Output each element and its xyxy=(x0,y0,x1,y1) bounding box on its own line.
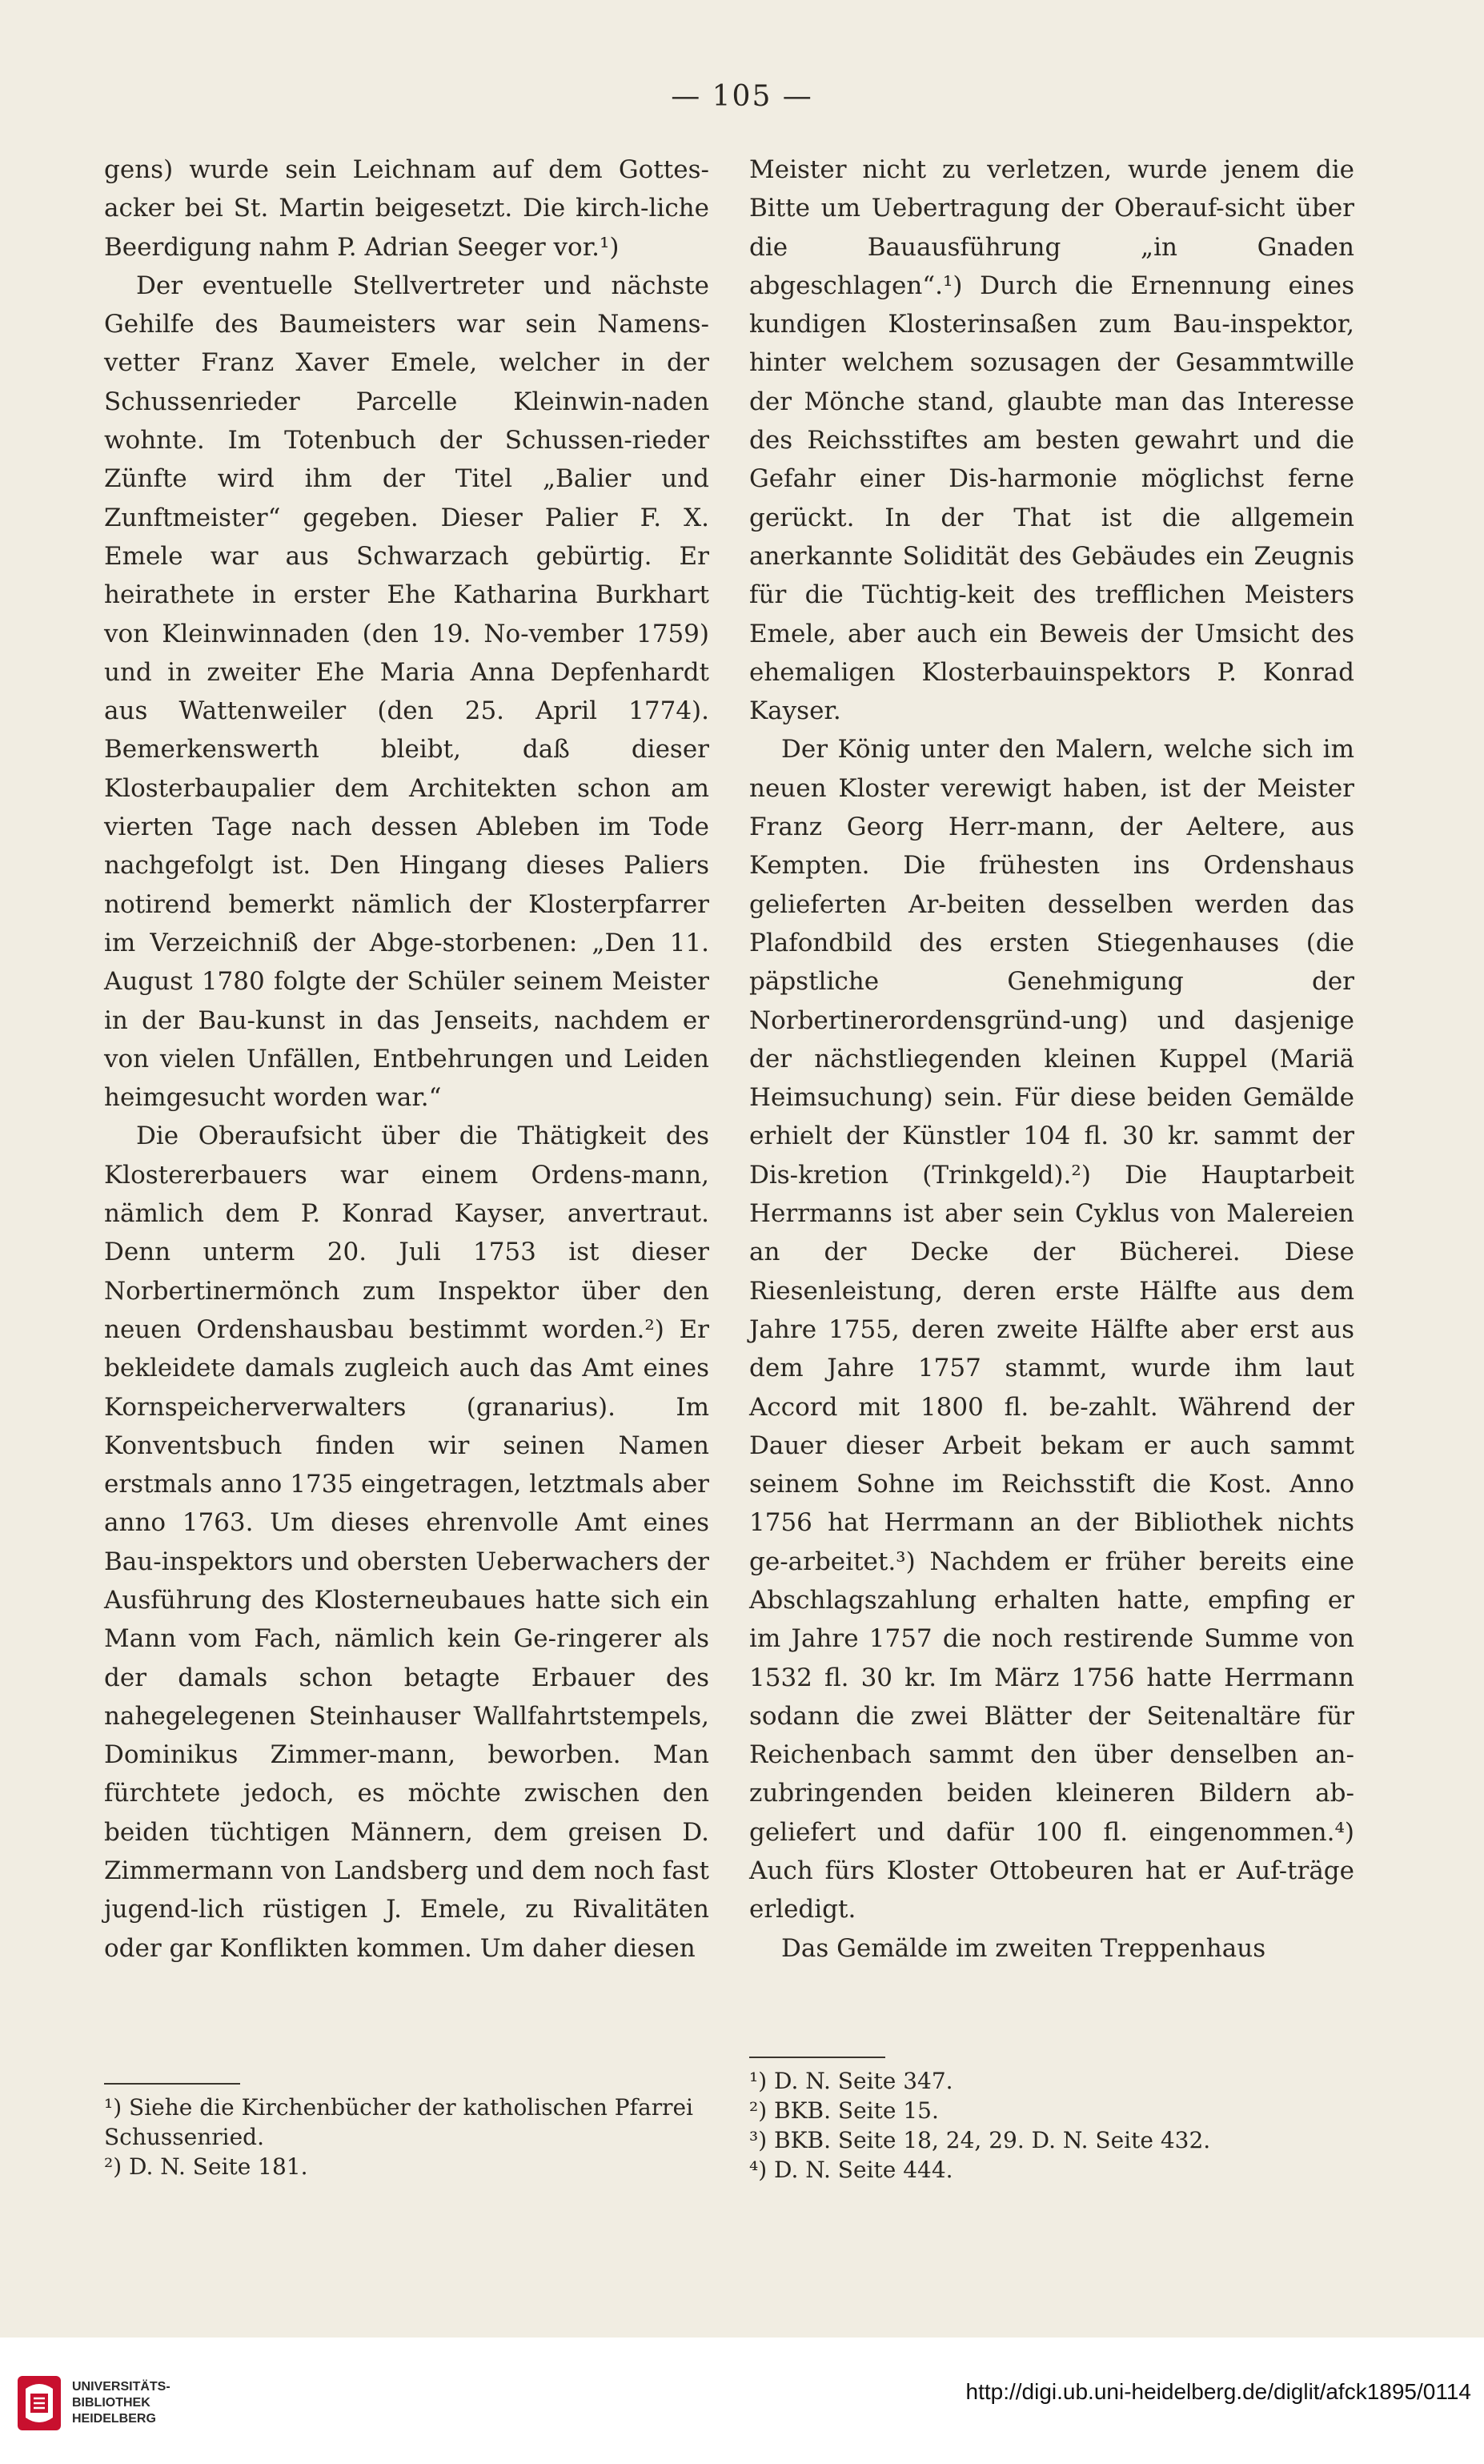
paragraph: Der eventuelle Stellvertreter und nächste Gehilfe des Baumeisters war sein Namens-vetter Franz Xaver Emele, welcher in der Schussenrieder Parcelle Kleinwin-naden wohnte. Im Totenbuch der Schussen-rieder Zünfte wird ihm der Titel „Balier und Zunftmeister“ gegeben. Dieser Palier F. X. Emele war aus Schwarzach gebürtig. Er heirathete in erster Ehe Katharina Burkhart von Kleinwinnaden (den 19. No-vember 1759) und in zweiter Ehe Maria Anna Depfenhardt aus Wattenweiler (den 25. April 1774). Bemerkenswerth bleibt, daß dieser Klosterbaupalier dem Architekten schon am vierten Tage nach dessen Ableben im Tode nachgefolgt ist. Den Hingang dieses Paliers notirend bemerkt nämlich der Klosterpfarrer im Verzeichniß der Abge-storbenen: „Den 11. August 1780 folgte der Schüler seinem Meister in der Bau-kunst in das Jenseits, nachdem er von vielen Unfällen, Entbehrungen und Leiden heimgesucht worden war.“ xyxy=(104,271,709,1113)
paragraph: Die Oberaufsicht über die Thätigkeit des Klostererbauers war einem Ordens-mann, nämlich dem P. Konrad Kayser, anvertraut. Denn unterm 20. Juli 1753 ist dieser Norbertinermönch zum Inspektor über den neuen Ordenshausbau bestimmt worden.²) Er bekleidete damals zugleich auch das Amt eines Kornspeicherverwalters (granarius). Im Konventsbuch finden wir seinen Namen erstmals anno 1735 eingetragen, letztmals aber anno 1763. Um dieses ehrenvolle Amt eines Bau-inspektors und obersten Ueberwachers der Ausführung des Klosterneubaues hatte sich ein Mann vom Fach, nämlich kein Ge-ringerer als der damals schon betagte Erbauer des nahegelegenen Steinhauser Wallfahrtstempels, Dominikus Zimmer-mann, beworben. Man fürchtete jedoch, es möchte zwischen den beiden tüchtigen Männern, dem greisen D. Zimmermann von Landsberg und dem noch fast jugend-lich rüstigen J. Emele, zu Rivalitäten oder gar Konflikten kommen. Um daher diesen xyxy=(104,1122,709,1963)
footnote: ⁴) D. N. Seite 444. xyxy=(749,2157,953,2183)
footnote: ¹) Siehe die Kirchenbücher der katholischen Pfarrei Schussenried. xyxy=(104,2094,693,2150)
footnotes-right xyxy=(749,2066,1354,2185)
permalink-url[interactable]: http://digi.ub.uni-heidelberg.de/diglit/afck1895/0114 xyxy=(965,2379,1471,2404)
university-library-logo[interactable] xyxy=(14,2371,191,2435)
logo-line: BIBLIOTHEK xyxy=(72,2396,150,2410)
paragraph: Meister nicht zu verletzen, wurde jenem die Bitte um Uebertragung der Oberauf-sicht über die Bauausführung „in Gnaden abgeschlagen“.¹) Durch die Ernennung eines kundigen Klosterinsaßen zum Bau-inspektor, hinter welchem sozusagen der Gesammtwille der Mönche stand, glaubte man das Interesse des Reichsstiftes am besten gewahrt und die Gefahr einer Dis-harmonie möglichst ferne gerückt. In der That ist die allgemein anerkannte Solidität des Gebäudes ein Zeugnis für die Tüchtig-keit des trefflichen Meisters Emele, aber auch ein Beweis der Umsicht des ehemaligen Klosterbauinspektors P. Konrad Kayser. xyxy=(749,155,1354,726)
footnote: ¹) D. N. Seite 347. xyxy=(749,2068,953,2094)
footnote: ²) D. N. Seite 181. xyxy=(104,2153,308,2180)
paragraph: gens) wurde sein Leichnam auf dem Gottes-acker bei St. Martin beigesetzt. Die kirch-liche Beerdigung nahm P. Adrian Seeger vor.¹) xyxy=(104,155,709,262)
footnotes-left xyxy=(104,2093,709,2181)
library-footer xyxy=(0,2338,1484,2464)
left-column xyxy=(104,150,709,1968)
paragraph: Der König unter den Malern, welche sich im neuen Kloster verewigt haben, ist der Meister Franz Georg Herr-mann, der Aeltere, aus Kempten. Die frühesten ins Ordenshaus gelieferten Ar-beiten desselben werden das Plafondbild des ersten Stiegenhauses (die päpstliche Genehmigung der Norbertinerordensgründ-ung) und dasjenige der nächstliegenden kleinen Kuppel (Mariä Heimsuchung) sein. Für diese beiden Gemälde erhielt der Künstler 104 fl. 30 kr. sammt der Dis-kretion (Trinkgeld).²) Die Hauptarbeit Herrmanns ist aber sein Cyklus von Malereien an der Decke der Bücherei. Diese Riesenleistung, deren erste Hälfte aus dem Jahre 1755, deren zweite Hälfte aber erst aus dem Jahre 1757 stammt, wurde ihm laut Accord mit 1800 fl. be-zahlt. Während der Dauer dieser Arbeit bekam er auch sammt seinem Sohne im Reichsstift die Kost. Anno 1756 hat Herrmann an der Bibliothek nichts ge-arbeitet.³) Nachdem er früher bereits eine Abschlagszahlung erhalten hatte, empfing er im Jahre 1757 die noch restirende Summe von 1532 fl. 30 kr. Im März 1756 hatte Herrmann sodann die zwei Blätter der Seitenaltäre für Reichenbach sammt den über denselben an-zubringenden beiden kleineren Bildern ab-geliefert und dafür 100 fl. eingenommen.⁴) Auch fürs Kloster Ottobeuren hat er Auf-träge erledigt. xyxy=(749,735,1354,1924)
page-number: — 105 — xyxy=(671,80,813,113)
footnote: ²) BKB. Seite 15. xyxy=(749,2097,939,2124)
logo-line: HEIDELBERG xyxy=(72,2412,156,2426)
footnote-divider xyxy=(749,2057,885,2058)
right-column xyxy=(749,150,1354,1968)
library-seal-icon xyxy=(14,2371,64,2435)
footnote: ³) BKB. Seite 18, 24, 29. D. N. Seite 432. xyxy=(749,2127,1211,2153)
footnote-divider xyxy=(104,2083,240,2085)
paragraph: Das Gemälde im zweiten Treppenhaus xyxy=(781,1933,1266,1963)
logo-line: UNIVERSITÄTS- xyxy=(72,2380,170,2394)
